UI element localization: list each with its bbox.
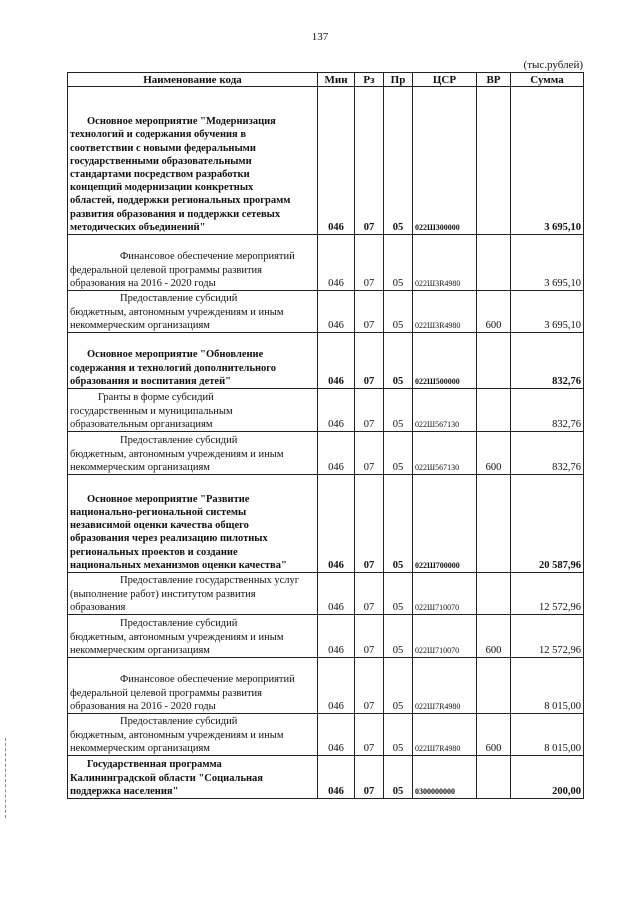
row-vr: 600	[477, 714, 511, 756]
row-pr: 05	[384, 615, 413, 658]
row-rz: 07	[355, 432, 384, 475]
budget-table	[67, 72, 584, 799]
row-name: Финансовое обеспечение мероприятий федеральной целевой программы развития образования на 2016 - 2020 годы	[68, 658, 318, 714]
row-sum: 200,00	[511, 756, 584, 799]
row-vr: 600	[477, 615, 511, 658]
table-row	[68, 756, 584, 799]
row-rz: 07	[355, 235, 384, 291]
table-row	[68, 615, 584, 658]
table-row	[68, 333, 584, 389]
row-name: Основное мероприятие "Развитие национально-региональной системы независимой оценки качества общего образования через реализацию пилотных региональных проектов и создание национальных механизмов оценки качества"	[68, 475, 318, 573]
table-row	[68, 389, 584, 432]
row-vr	[477, 658, 511, 714]
header-name: Наименование кода	[68, 73, 318, 87]
row-name: Основное мероприятие "Обновление содержания и технологий дополнительного образования и воспитания детей"	[68, 333, 318, 389]
row-pr: 05	[384, 573, 413, 615]
row-csr: 022Ш3R4980	[413, 235, 477, 291]
row-csr: 022Ш500000	[413, 333, 477, 389]
table-row	[68, 573, 584, 615]
table-row	[68, 714, 584, 756]
row-name: Предоставление субсидий бюджетным, автономным учреждениям и иным некоммерческим организациям	[68, 432, 318, 475]
row-csr: 022Ш300000	[413, 87, 477, 235]
row-sum: 12 572,96	[511, 573, 584, 615]
row-vr	[477, 756, 511, 799]
table-row	[68, 432, 584, 475]
table-row	[68, 235, 584, 291]
row-name: Государственная программа Калининградской области "Социальная поддержка населения"	[68, 756, 318, 799]
row-pr: 05	[384, 333, 413, 389]
row-csr: 022Ш7R4980	[413, 658, 477, 714]
row-csr: 0300000000	[413, 756, 477, 799]
row-pr: 05	[384, 658, 413, 714]
row-name: Гранты в форме субсидий государственным и муниципальным образовательным организациям	[68, 389, 318, 432]
row-sum: 8 015,00	[511, 658, 584, 714]
row-rz: 07	[355, 475, 384, 573]
row-min: 046	[318, 475, 355, 573]
row-name: Предоставление субсидий бюджетным, автономным учреждениям и иным некоммерческим организациям	[68, 615, 318, 658]
row-csr: 022Ш710070	[413, 573, 477, 615]
row-vr	[477, 333, 511, 389]
row-sum: 832,76	[511, 333, 584, 389]
header-min: Мин	[318, 73, 355, 87]
table-row	[68, 475, 584, 573]
row-pr: 05	[384, 475, 413, 573]
row-rz: 07	[355, 87, 384, 235]
table-row	[68, 658, 584, 714]
row-vr	[477, 573, 511, 615]
row-vr	[477, 389, 511, 432]
row-sum: 3 695,10	[511, 87, 584, 235]
row-sum: 3 695,10	[511, 291, 584, 333]
units-label: (тыс.рублей)	[523, 59, 583, 71]
row-sum: 12 572,96	[511, 615, 584, 658]
header-vr: ВР	[477, 73, 511, 87]
row-pr: 05	[384, 291, 413, 333]
row-min: 046	[318, 432, 355, 475]
row-min: 046	[318, 235, 355, 291]
row-min: 046	[318, 291, 355, 333]
row-sum: 832,76	[511, 432, 584, 475]
row-vr: 600	[477, 291, 511, 333]
row-sum: 3 695,10	[511, 235, 584, 291]
table-row	[68, 87, 584, 235]
row-pr: 05	[384, 756, 413, 799]
row-pr: 05	[384, 714, 413, 756]
row-rz: 07	[355, 658, 384, 714]
row-csr: 022Ш710070	[413, 615, 477, 658]
row-min: 046	[318, 615, 355, 658]
row-sum: 832,76	[511, 389, 584, 432]
row-min: 046	[318, 573, 355, 615]
row-min: 046	[318, 333, 355, 389]
row-csr: 022Ш567130	[413, 389, 477, 432]
row-pr: 05	[384, 432, 413, 475]
row-rz: 07	[355, 714, 384, 756]
row-csr: 022Ш3R4980	[413, 291, 477, 333]
row-vr	[477, 87, 511, 235]
table-header-row	[68, 73, 584, 87]
row-name: Основное мероприятие "Модернизация технологий и содержания обучения в соответствии с новыми федеральными государственными образовательными стандартами посредством разработки концепций модернизации конкретных областей, поддержки региональных программ развития образования и поддержки сетевых методических объединений"	[68, 87, 318, 235]
row-vr	[477, 235, 511, 291]
row-csr: 022Ш7R4980	[413, 714, 477, 756]
table-row	[68, 291, 584, 333]
row-rz: 07	[355, 756, 384, 799]
row-rz: 07	[355, 573, 384, 615]
header-pr: Пр	[384, 73, 413, 87]
row-pr: 05	[384, 389, 413, 432]
row-rz: 07	[355, 291, 384, 333]
row-csr: 022Ш567130	[413, 432, 477, 475]
row-name: Предоставление субсидий бюджетным, автономным учреждениям и иным некоммерческим организациям	[68, 291, 318, 333]
row-name: Предоставление государственных услуг (выполнение работ) институтом развития образования	[68, 573, 318, 615]
row-name: Финансовое обеспечение мероприятий федеральной целевой программы развития образования на 2016 - 2020 годы	[68, 235, 318, 291]
row-pr: 05	[384, 87, 413, 235]
row-rz: 07	[355, 615, 384, 658]
header-rz: Рз	[355, 73, 384, 87]
row-vr	[477, 475, 511, 573]
row-name: Предоставление субсидий бюджетным, автономным учреждениям и иным некоммерческим организациям	[68, 714, 318, 756]
header-sum: Сумма	[511, 73, 584, 87]
row-csr: 022Ш700000	[413, 475, 477, 573]
row-sum: 20 587,96	[511, 475, 584, 573]
row-min: 046	[318, 658, 355, 714]
page-number: 137	[311, 31, 329, 43]
row-sum: 8 015,00	[511, 714, 584, 756]
row-min: 046	[318, 87, 355, 235]
row-min: 046	[318, 389, 355, 432]
row-min: 046	[318, 714, 355, 756]
row-rz: 07	[355, 389, 384, 432]
row-vr: 600	[477, 432, 511, 475]
row-rz: 07	[355, 333, 384, 389]
scan-margin-marks	[5, 738, 8, 818]
header-csr: ЦСР	[413, 73, 477, 87]
row-pr: 05	[384, 235, 413, 291]
row-min: 046	[318, 756, 355, 799]
